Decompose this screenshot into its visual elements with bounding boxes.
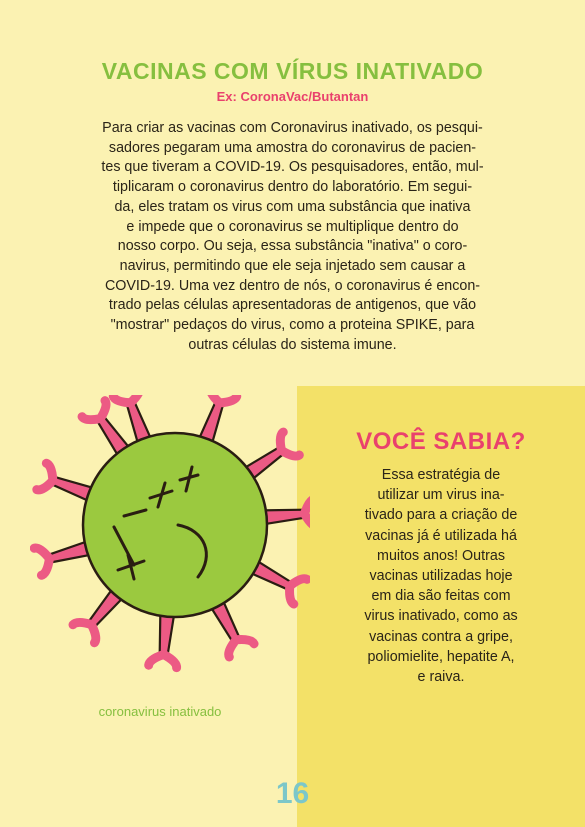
sidebar-line: vacinas utilizadas hoje: [369, 568, 513, 585]
sidebar-line: vacinas contra a gripe,: [369, 628, 513, 645]
virus-caption: coronavirus inativado: [98, 704, 222, 719]
virus-spike-tip: [149, 655, 177, 668]
virus-spike-tip: [210, 395, 237, 403]
page-subtitle: Ex: CoronaVac/Butantan: [216, 89, 369, 104]
body-line: da, eles tratam os virus com uma substância que inativa: [114, 198, 471, 215]
page-title: VACINAS COM VÍRUS INATIVADO: [101, 58, 484, 84]
sidebar-line: virus inativado, como as: [364, 608, 518, 625]
sidebar-line: Essa estratégia de: [381, 467, 501, 483]
virus-spike-tip: [305, 499, 310, 527]
sidebar-title: VOCÊ SABIA?: [356, 428, 526, 455]
virus-spike-tip: [113, 395, 140, 403]
inactivated-virus-icon: [30, 395, 310, 695]
body-line: COVID-19. Uma vez dentro de nós, o coronavirus é encon-: [104, 277, 481, 294]
body-line: tiplicaram o coronavirus dentro do laboratório. Em segui-: [112, 179, 473, 196]
body-line: navirus, permitindo que ele seja injetado sem causar a: [119, 257, 466, 274]
sidebar-line: poliomielite, hepatite A,: [367, 648, 515, 665]
sidebar-line: vacinas já é utilizada há: [365, 527, 517, 544]
sidebar-line: e raiva.: [417, 669, 465, 686]
body-line: e impede que o coronavirus se multiplique dentro do: [126, 218, 459, 235]
virus-spike-tip: [37, 463, 53, 490]
body-line: trado pelas células apresentadoras de antigenos, que vão: [108, 297, 477, 314]
sidebar-line: muitos anos! Outras: [377, 547, 505, 564]
body-line: Para criar as vacinas com Coronavirus inativado, os pesqui-: [102, 120, 483, 136]
sidebar-line: tivado para a criação de: [364, 507, 518, 524]
virus-spike-tip: [34, 548, 49, 575]
body-line: "mostrar" pedaços do virus, como a proteina SPIKE, para: [110, 317, 475, 334]
sidebar-line: utilizar um virus ina-: [377, 487, 505, 504]
virus-spike-tip: [280, 432, 299, 456]
virus-spike-tip: [82, 401, 106, 420]
virus-spike: [262, 510, 305, 525]
sidebar-paragraph: [297, 465, 585, 687]
page-number: 16: [275, 777, 310, 810]
body-line: outras células do sistema imune.: [188, 336, 397, 353]
virus-spike-tip: [229, 640, 254, 657]
virus-spike-tip: [290, 579, 307, 604]
body-line: tes que tiveram a COVID-19. Os pesquisadores, então, mul-: [101, 159, 484, 176]
virus-spike: [160, 612, 175, 655]
body-line: sadores pegaram uma amostra do coronavirus de pacien-: [108, 139, 477, 156]
sidebar-line: em dia são feitas com: [371, 588, 511, 605]
body-paragraph: [44, 119, 541, 355]
body-line: nosso corpo. Ou seja, essa substância "inativa" o coro-: [117, 238, 468, 255]
virus-spike-tip: [73, 622, 96, 642]
